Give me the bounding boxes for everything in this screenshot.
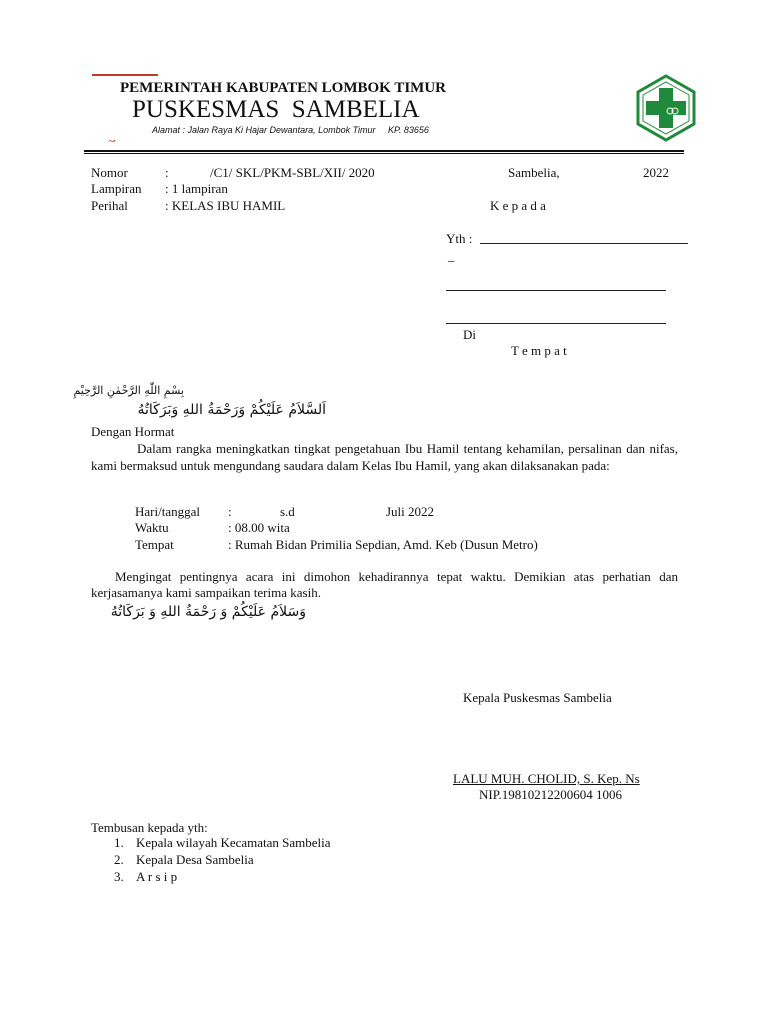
opening-paragraph-text: Dalam rangka meningkatkan tingkat pengetahuan Ibu Hamil tentang kehamilan, persalinan dan nifas, kami bermaksud untuk mengundang saudara dalam Kelas Ibu Hamil, yang akan dilaksanakan pada: xyxy=(91,441,678,473)
kepada-label: K e p a d a xyxy=(490,198,546,213)
institution-address: Alamat : Jalan Raya Ki Hajar Dewantara, Lombok Timur KP. 83656 xyxy=(152,125,429,135)
day-sd: s.d xyxy=(280,504,295,519)
lampiran-value: : 1 lampiran xyxy=(165,181,228,196)
closing-paragraph xyxy=(91,569,678,601)
day-separator: : xyxy=(228,504,232,519)
di-label: Di xyxy=(463,327,476,342)
institution-name: PUSKESMAS SAMBELIA xyxy=(132,96,420,123)
puskesmas-logo xyxy=(632,74,700,142)
header-divider-thin xyxy=(84,153,684,154)
place-value: : Rumah Bidan Primilia Sepdian, Amd. Keb (Dusun Metro) xyxy=(228,537,538,552)
yth-label: Yth : xyxy=(446,231,473,246)
header-accent-line xyxy=(92,74,158,76)
nomor-value: /C1/ SKL/PKM-SBL/XII/ 2020 xyxy=(210,165,375,180)
signature-title: Kepala Puskesmas Sambelia xyxy=(463,690,612,705)
header-small-mark: ↝ xyxy=(108,136,116,146)
recipient-dash: _ xyxy=(448,248,455,263)
day-month: Juli 2022 xyxy=(386,504,435,519)
place-date: Sambelia, xyxy=(508,165,560,180)
government-name: PEMERINTAH KABUPATEN LOMBOK TIMUR xyxy=(120,80,446,96)
nomor-separator: : xyxy=(165,165,169,180)
signatory-nip: NIP.19810212200604 1006 xyxy=(479,787,623,802)
time-label: Waktu xyxy=(135,520,169,535)
letter-year: 2022 xyxy=(643,165,669,180)
tempat-label: T e m p a t xyxy=(511,343,567,358)
recipient-line-1 xyxy=(480,243,688,244)
header-divider-thick xyxy=(84,150,684,152)
signatory-name: LALU MUH. CHOLID, S. Kep. Ns xyxy=(453,771,640,786)
nomor-label: Nomor xyxy=(91,165,128,180)
perihal-value: : KELAS IBU HAMIL xyxy=(165,198,286,213)
opening-paragraph xyxy=(91,440,678,474)
health-cross-icon xyxy=(632,74,700,142)
perihal-label: Perihal xyxy=(91,198,128,213)
lampiran-label: Lampiran xyxy=(91,181,142,196)
opening-salam: اَلسَّلاَمُ عَلَيْكُمْ وَرَحْمَةُ اللهِ وَبَرَكَاتُهُ xyxy=(137,402,326,418)
greeting: Dengan Hormat xyxy=(91,424,175,439)
time-value: : 08.00 wita xyxy=(228,520,290,535)
closing-salam: وَسَلاَمُ عَلَيْكُمْ وَ رَحْمَةُ اللهِ وَ بَرَكَاتُهُ xyxy=(110,604,306,620)
cc-item-text: Kepala wilayah Kecamatan Sambelia xyxy=(136,835,331,850)
cc-item-text: A r s i p xyxy=(136,869,178,884)
cc-item-number: 2. xyxy=(114,852,124,867)
place-label: Tempat xyxy=(135,537,174,552)
day-label: Hari/tanggal xyxy=(135,504,200,519)
recipient-line-2 xyxy=(446,290,666,291)
cc-item-number: 1. xyxy=(114,835,124,850)
cc-item-number: 3. xyxy=(114,869,124,884)
cc-item-text: Kepala Desa Sambelia xyxy=(136,852,254,867)
closing-paragraph-text: Mengingat pentingnya acara ini dimohon kehadirannya tepat waktu. Demikian atas perhatian dan kerjasamanya kami sampaikan terima kasih. xyxy=(91,569,678,600)
recipient-line-3 xyxy=(446,323,666,324)
bismillah-calligraphy: بِسْمِ اللّٰهِ الرَّحْمٰنِ الرَّحِيْمِ xyxy=(73,384,184,397)
cc-heading: Tembusan kepada yth: xyxy=(91,820,208,835)
